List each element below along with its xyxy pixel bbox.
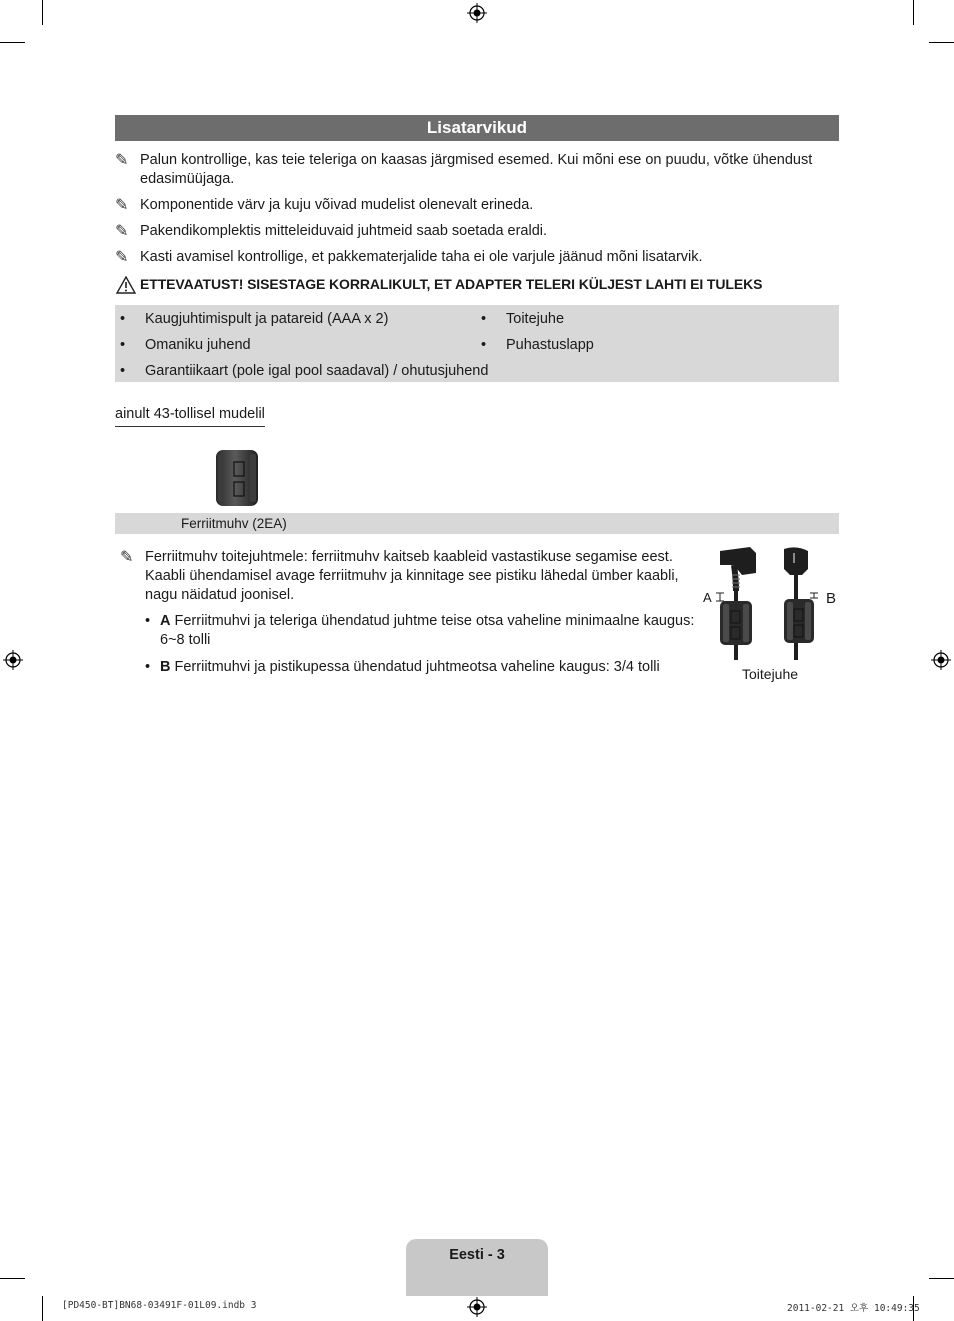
print-slug-right: 2011-02-21 오후 10:49:35	[787, 1303, 920, 1314]
figure-label-a: A	[703, 590, 712, 605]
section-title: Lisatarvikud	[115, 115, 839, 141]
note-item	[115, 151, 839, 189]
list-item: • A Ferriitmuhvi ja teleriga ühendatud juhtme teise otsa vaheline minimaalne kaugus: 6~8 tolli	[145, 613, 695, 648]
accessory-label: Toitejuhe	[506, 311, 565, 327]
pencil-note-icon: ✎	[120, 549, 134, 566]
accessory-label: Puhastuslapp	[506, 337, 594, 353]
point-letter: A	[160, 613, 171, 629]
note-item	[115, 222, 839, 241]
registration-mark-icon	[3, 650, 23, 670]
power-cord-figure	[712, 545, 830, 660]
list-item: • Kaugjuhtimispult ja patareid (AAA x 2)	[120, 311, 389, 327]
pencil-note-icon: ✎	[115, 152, 129, 169]
note-text: Pakendikomplektis mitteleiduvaid juhtmeid saab soetada eraldi.	[140, 223, 548, 239]
note-text: Palun kontrollige, kas teie teleriga on kaasas järgmised esemed. Kui mõni ese on puudu, võtke ühendust edasimüüjaga.	[140, 152, 813, 187]
note-text: Kasti avamisel kontrollige, et pakkematerjalide taha ei ole varjule jäänud mõni lisatarvik.	[140, 249, 703, 265]
ferrite-core-image	[214, 448, 260, 508]
registration-mark-icon	[467, 1297, 487, 1317]
warning-triangle-icon	[115, 276, 137, 294]
point-letter: B	[160, 659, 171, 675]
ferrite-caption-bar	[115, 513, 839, 534]
list-item: • Puhastuslapp	[481, 337, 594, 353]
note-text: Komponentide värv ja kuju võivad mudelist olenevalt erineda.	[140, 197, 534, 213]
list-item: • Omaniku juhend	[120, 337, 251, 353]
page-number-tab	[406, 1239, 548, 1296]
pencil-note-icon: ✎	[115, 223, 129, 240]
list-item: • B Ferriitmuhvi ja pistikupessa ühendatud juhtmeotsa vaheline kaugus: 3/4 tolli	[145, 659, 660, 675]
model-note: ainult 43-tollisel mudelil	[115, 405, 265, 427]
pencil-note-icon: ✎	[115, 197, 129, 214]
point-text: Ferriitmuhvi ja pistikupessa ühendatud juhtmeotsa vaheline kaugus: 3/4 tolli	[170, 659, 660, 675]
page-number: Eesti - 3	[449, 1247, 505, 1263]
list-item: • Toitejuhe	[481, 311, 565, 327]
ferrite-caption: Ferriitmuhv (2EA)	[181, 516, 287, 531]
figure-label-b: B	[826, 590, 837, 607]
accessory-label: Garantiikaart (pole igal pool saadaval) / ohutusjuhend	[145, 363, 489, 379]
ferrite-note-text: Ferriitmuhv toitejuhtmele: ferriitmuhv kaitseb kaableid vastastikuse segamise eest. Kaabli ühendamisel avage ferriitmuhv ja kinnitage see pistiku lähedal ümber kaabli, nagu näidatud joonisel.	[145, 549, 679, 603]
warning-note	[115, 275, 839, 294]
point-text: Ferriitmuhvi ja teleriga ühendatud juhtme teise otsa vaheline minimaalne kaugus: 6~8 tolli	[160, 613, 695, 648]
accessory-label: Kaugjuhtimispult ja patareid (AAA x 2)	[145, 311, 389, 327]
accessories-list	[115, 305, 839, 382]
print-slug-left: [PD450-BT]BN68-03491F-01L09.indb 3	[62, 1300, 257, 1311]
accessory-label: Omaniku juhend	[145, 337, 251, 353]
pencil-note-icon: ✎	[115, 249, 129, 266]
list-item: • Garantiikaart (pole igal pool saadaval) / ohutusjuhend	[120, 363, 489, 379]
registration-mark-icon	[931, 650, 951, 670]
warning-text: ETTEVAATUST! SISESTAGE KORRALIKULT, ET ADAPTER TELERI KÜLJEST LAHTI EI TULEKS	[140, 276, 763, 292]
ferrite-note	[120, 548, 700, 605]
note-item	[115, 248, 839, 267]
registration-mark-icon	[467, 3, 487, 23]
note-item	[115, 196, 839, 215]
figure-caption: Toitejuhe	[742, 666, 799, 682]
